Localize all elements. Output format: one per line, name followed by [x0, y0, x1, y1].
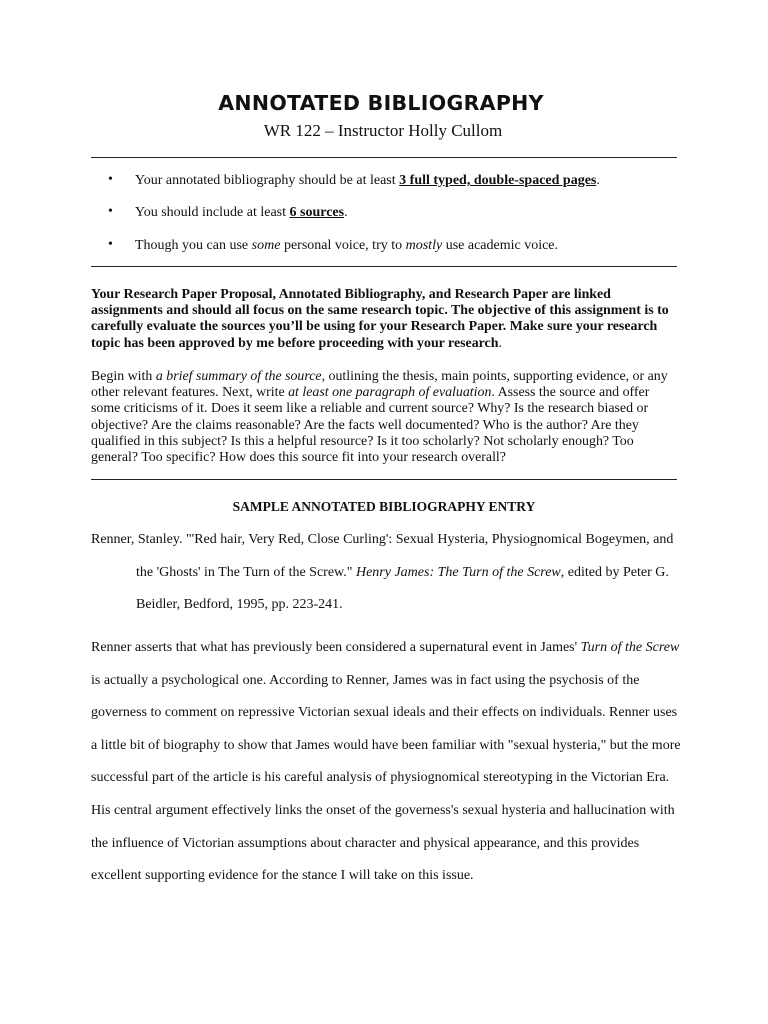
guidance-paragraph: Begin with a brief summary of the source, outlining the thesis, main points, supporting evidence, or any other relevant features. Next, write at least one paragraph of evaluation. Assess the source and offer some criticisms of it. Does it seem like a reliable and current source? Why? Is the research biased or objective? Are the claims reasonable? Are the facts well documented? Who is the author? Are they qualified in this subject? Is this a helpful resource? Is it too scholarly? Not scholarly enough? Too general? Too specific? How does this source fit into your research overall? [91, 369, 668, 466]
bullet-icon: • [108, 237, 113, 252]
document-page: ANNOTATED BIBLIOGRAPHY WR 122 – Instructor Holly Cullom • Your annotated bibliography should be at least 3 full typed, double-spaced pages. • You should include at least 6 sources. • Though you can use some personal voice, try to mostly use academic voice. Your Research Paper Proposal, Annotated Bibliography, and Research Paper are linked assignments and should all focus on the same research topic. The objective of this assignment is to carefully evaluate the sources you’ll be using for your Research Paper. Make sure your research topic has been approved by me before proceeding with your research. Begin with a brief summary of the source, outlining the thesis, main points, supporting evidence, or any other relevant features. Next, write at least one paragraph of evaluation. Assess the source and offer some criticisms of it. Does it seem like a reliable and current source? Why? Is the research biased or objective? Are the claims reasonable? Are the facts well documented? Who is the author? Are they qualified in this subject? Is this a helpful resource? Is it too scholarly? Not scholarly enough? Too general? Too specific? How does this source fit into your research overall? SAMPLE ANNOTATED BIBLIOGRAPHY ENTRY Renner, Stanley. "'Red hair, Very Red, Close Curling': Sexual Hysteria, Physiognomical Bogeymen, and the 'Ghosts' in The Turn of the Screw." Henry James: The Turn of the Screw, edited by Peter G. Beidler, Bedford, 1995, pp. 223-241. Renner asserts that what has previously been considered a supernatural event in James' Turn of the Screw is actually a psychological one. According to Renner, James was in fact using the psychosis of the governess to comment on repressive Victorian sexual ideals and their effects on individuals. Renner uses a little bit of biography to show that James would have been familiar with "sexual hysteria," but the more successful part of the article is his careful analysis of physiognomical stereotyping in the Victorian Era. His central argument effectively links the onset of the governess's sexual hysteria and hallucination with the influence of Victorian assumptions about character and physical appearance, and this provides excellent supporting evidence for the stance I will take on this issue. [0, 0, 768, 1024]
annotation-paragraph: Renner asserts that what has previously been considered a supernatural event in James' Turn of the Screw is actually a psychological one. According to Renner, James was in fact using the psychosis of the governess to comment on repressive Victorian sexual ideals and their effects on individuals. Renner uses a little bit of biography to show that James would have been familiar with "sexual hysteria," but the more successful part of the article is his careful analysis of physiognomical stereotyping in the Victorian Era. His central argument effectively links the onset of the governess's sexual hysteria and hallucination with the influence of Victorian assumptions about character and physical appearance, and this provides excellent supporting evidence for the stance I will take on this issue. [91, 640, 681, 884]
sample-heading: SAMPLE ANNOTATED BIBLIOGRAPHY ENTRY [232, 499, 536, 514]
horizontal-rule [91, 266, 677, 267]
bullet-icon: • [108, 172, 113, 187]
horizontal-rule [91, 157, 677, 158]
horizontal-rule [91, 479, 677, 480]
citation-entry: Renner, Stanley. "'Red hair, Very Red, Close Curling': Sexual Hysteria, Physiognomical Bogeymen, and the 'Ghosts' in The Turn of the Screw." Henry James: The Turn of the Screw, edited by Peter G. Beidler, Bedford, 1995, pp. 223-241. [91, 532, 674, 613]
bullet-icon: • [108, 204, 113, 219]
instructions-paragraph: Your Research Paper Proposal, Annotated Bibliography, and Research Paper are linked assignments and should all focus on the same research topic. The objective of this assignment is to carefully evaluate the sources you’ll be using for your Research Paper. Make sure your research topic has been approved by me before proceeding with your research. [91, 287, 669, 351]
page-title: ANNOTATED BIBLIOGRAPHY [218, 91, 544, 115]
page-subtitle: WR 122 – Instructor Holly Cullom [263, 121, 503, 140]
